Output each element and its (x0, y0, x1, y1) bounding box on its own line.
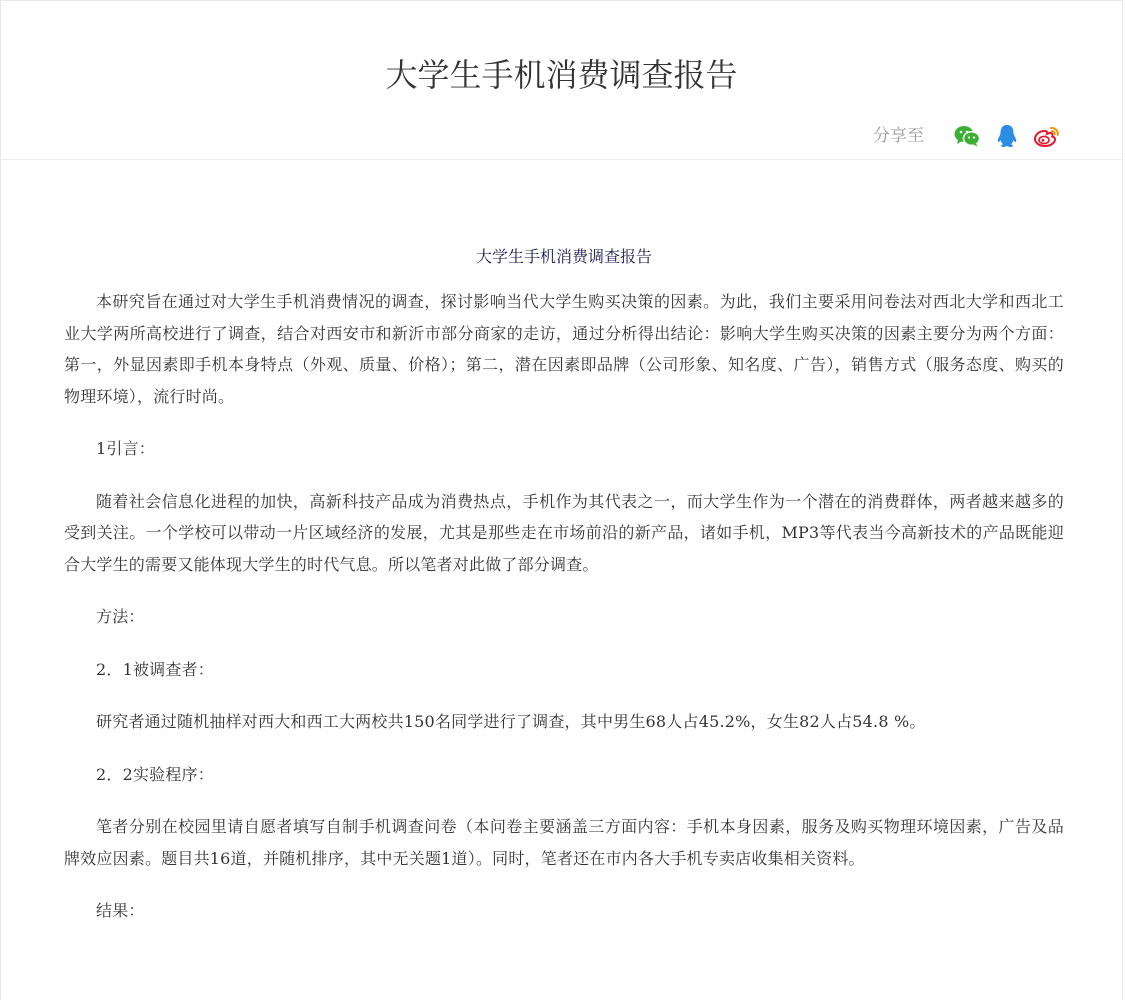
page-title: 大学生手机消费调查报告 (385, 56, 738, 94)
article-title: 大学生手机消费调查报告 (475, 247, 652, 266)
article-body (64, 241, 1064, 948)
share-bar (873, 123, 1060, 149)
participants-paragraph: 研究者通过随机抽样对西大和西工大两校共150名同学进行了调查，其中男生68人占45.2%，女生82人占54.8 %。 (96, 712, 926, 731)
section-heading-introduction: 1引言： (96, 439, 155, 458)
wechat-icon[interactable] (954, 123, 980, 149)
procedure-paragraph: 笔者分别在校园里请自愿者填写自制手机调查问卷（本问卷主要涵盖三方面内容：手机本身因素，服务及购买物理环境因素，广告及品牌效应因素。题目共16道，并随机排序，其中无关题1道）。同时，笔者还在市内各大手机专卖店收集相关资料。 (64, 817, 1064, 868)
introduction-paragraph: 随着社会信息化进程的加快，高新科技产品成为消费热点，手机作为其代表之一，而大学生作为一个潜在的消费群体，两者越来越多的受到关注。一个学校可以带动一片区域经济的发展，尤其是那些走在市场前沿的新产品，诸如手机，MP3等代表当今高新技术的产品既能迎合大学生的需要又能体现大学生的时代气息。所以笔者对此做了部分调查。 (64, 491, 1064, 574)
subsection-heading-procedure: 2．2实验程序： (96, 764, 214, 784)
share-label: 分享至 (873, 126, 924, 146)
section-heading-method: 方法： (96, 607, 145, 626)
qq-icon[interactable] (994, 123, 1020, 149)
section-heading-results: 结果： (96, 901, 145, 920)
weibo-icon[interactable] (1034, 123, 1060, 149)
abstract-paragraph: 本研究旨在通过对大学生手机消费情况的调查，探讨影响当代大学生购买决策的因素。为此，我们主要采用问卷法对西北大学和西北工业大学两所高校进行了调查，结合对西安市和新沂市部分商家的走访，通过分析得出结论：影响大学生购买决策的因素主要分为两个方面：第一，外显因素即手机本身特点（外观、质量、价格）；第二，潜在因素即品牌（公司形象、知名度、广告），销售方式（服务态度、购买的物理环境），流行时尚。 (64, 292, 1064, 406)
subsection-heading-participants: 2．1被调查者： (96, 659, 214, 679)
page-header (1, 1, 1122, 160)
